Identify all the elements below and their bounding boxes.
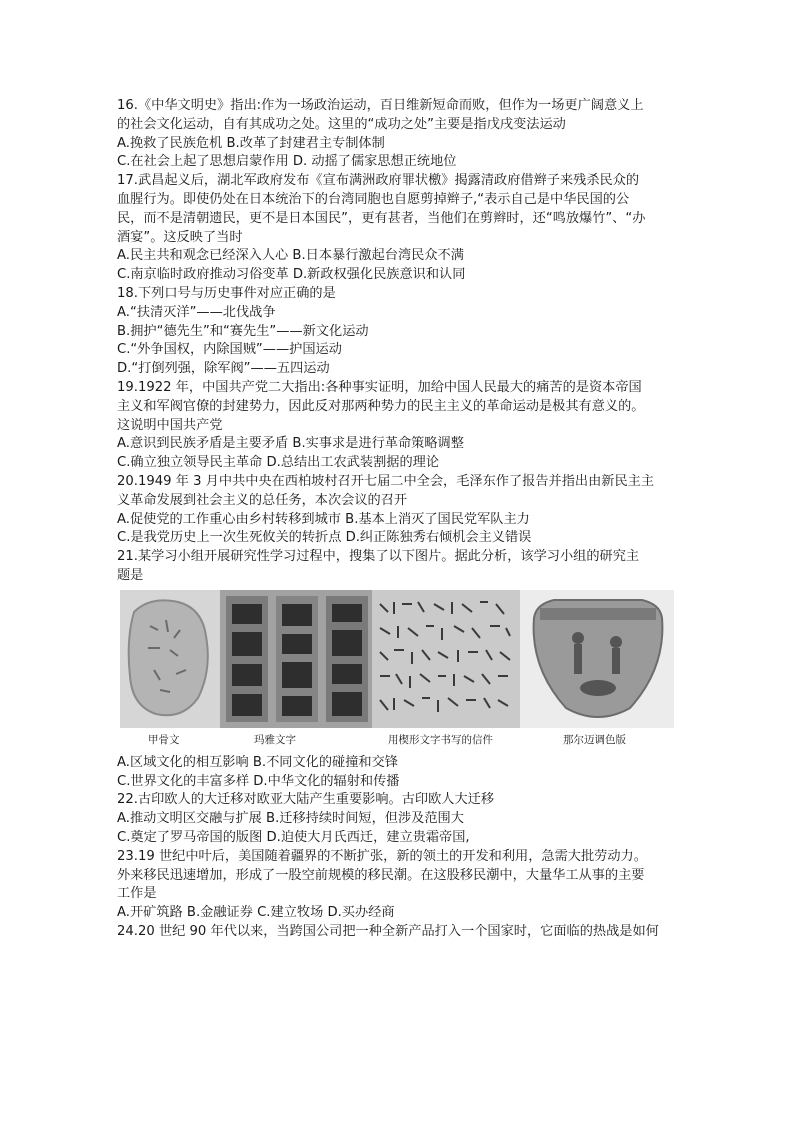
question-23-stem-line: 23.19 世纪中叶后，美国随着疆界的不断扩张，新的领土的开发和利用，急需大批劳动力。	[117, 848, 647, 864]
question-20-stem-line: 20.1949 年 3 月中共中央在西柏坡村召开七届二中全会，毛泽东作了报告并指出由新民主主	[117, 473, 655, 489]
question-21-stem-line: 21.某学习小组开展研究性学习过程中，搜集了以下图片。据此分析，该学习小组的研究主	[117, 549, 640, 565]
figure-captions	[120, 732, 674, 748]
question-21-stem-line: 题是	[117, 567, 144, 583]
question-17-stem-line: 17.武昌起义后，湖北军政府发布《宣布满洲政府罪状檄》揭露清政府借辫子来残杀民众的	[117, 173, 640, 189]
question-19-options: A.意识到民族矛盾是主要矛盾 B.实事求是进行革命策略调整	[117, 436, 464, 452]
question-23-stem-line: 外来移民迅速增加，形成了一股空前规模的移民潮。在这股移民潮中，大量华工从事的主要	[117, 867, 645, 883]
question-17-stem-line: 酒宴”。这反映了当时	[117, 229, 243, 245]
question-24-stem-line: 24.20 世纪 90 年代以来，当跨国公司把一种全新产品打入一个国家时，它面临的热战是如何	[117, 923, 659, 939]
question-17-stem-line: 民，而不是清朝遗民，更不是日本国民”，更有甚者，当他们在剪辫时，还“鸣放爆竹”、“办	[117, 210, 646, 226]
question-21	[117, 548, 677, 791]
question-19-stem-line: 这说明中国共产党	[117, 417, 223, 433]
question-23-stem-line: 工作是	[117, 886, 157, 902]
question-21-options: A.区域文化的相互影响 B.不同文化的碰撞和交锋	[117, 754, 398, 770]
caption-mayan: 玛雅文字	[254, 733, 296, 746]
question-24	[117, 923, 677, 942]
question-22-options: A.推动文明区交融与扩展 B.迁移持续时间短，但涉及范围大	[117, 811, 464, 827]
question-16-stem-line: 16.《中华文明史》指出:作为一场政治运动，百日维新短命而败，但作为一场更广阔意义上	[117, 98, 644, 113]
question-18-option: A.“扶清灭洋”——北伐战争	[117, 304, 276, 320]
question-16-stem-line: 的社会文化运动，自有其成功之处。这里的“成功之处”主要是指戊戌变法运动	[117, 116, 566, 132]
question-20	[117, 473, 677, 548]
question-22-options: C.奠定了罗马帝国的版图 D.迫使大月氏西迁，建立贵霜帝国,	[117, 829, 470, 845]
question-20-options: A.促使党的工作重心由乡村转移到城市 B.基本上消灭了国民党军队主力	[117, 511, 530, 527]
caption-oracle-bone: 甲骨文	[148, 733, 180, 746]
question-19-options: C.确立独立领导民主革命 D.总结出工农武装割据的理论	[117, 455, 440, 471]
question-21-options: C.世界文化的丰富多样 D.中华文化的辐射和传播	[117, 773, 400, 789]
question-17-stem-line: 血腥行为。即使仍处在日本统治下的台湾同胞也自愿剪掉辫子,“表示自己是中华民国的公	[117, 191, 630, 207]
question-22	[117, 791, 677, 847]
question-16	[117, 97, 677, 172]
ancient-scripts-figure	[120, 590, 674, 750]
question-18-option: C.“外争国权，内除国贼”——护国运动	[117, 342, 342, 358]
question-23	[117, 848, 677, 923]
question-18-option: B.拥护“德先生”和“赛先生”——新文化运动	[117, 323, 369, 339]
question-17-options: C.南京临时政府推动习俗变革 D.新政权强化民族意识和认同	[117, 267, 466, 283]
caption-narmer: 那尔迈调色版	[563, 733, 626, 746]
question-23-options: A.开矿筑路 B.金融证券 C.建立牧场 D.买办经商	[117, 905, 395, 921]
question-16-options: C.在社会上起了思想启蒙作用 D. 动摇了儒家思想正统地位	[117, 154, 457, 170]
caption-cuneiform: 用楔形文字书写的信件	[388, 733, 493, 746]
mayan-script-image	[220, 590, 372, 728]
question-17-options: A.民主共和观念已经深入人心 B.日本暴行激起台湾民众不满	[117, 248, 464, 264]
exam-page	[117, 97, 677, 942]
question-19-stem-line: 主义和军阀官僚的封建势力，因此反对那两种势力的民主主义的革命运动是极其有意义的。	[117, 398, 645, 414]
question-19-stem-line: 19.1922 年，中国共产党二大指出:各种事实证明，加给中国人民最大的痛苦的是资本帝国	[117, 379, 642, 395]
question-20-stem-line: 义革命发展到社会主义的总任务，本次会议的召开	[117, 492, 408, 508]
narmer-palette-image	[520, 590, 674, 728]
question-16-options: A.挽救了民族危机 B.改革了封建君主专制体制	[117, 135, 385, 151]
question-22-stem-line: 22.古印欧人的大迁移对欧亚大陆产生重要影响。古印欧人大迁移	[117, 792, 495, 808]
cuneiform-letter-image	[372, 590, 520, 728]
question-18-option: D.“打倒列强，除军阀”——五四运动	[117, 361, 330, 377]
oracle-bone-image	[120, 590, 220, 728]
question-18	[117, 285, 677, 379]
question-18-stem-line: 18.下列口号与历史事件对应正确的是	[117, 285, 336, 301]
question-19	[117, 379, 677, 473]
question-17	[117, 172, 677, 285]
question-20-options: C.是我党历史上一次生死攸关的转折点 D.纠正陈独秀右倾机会主义错误	[117, 530, 532, 546]
